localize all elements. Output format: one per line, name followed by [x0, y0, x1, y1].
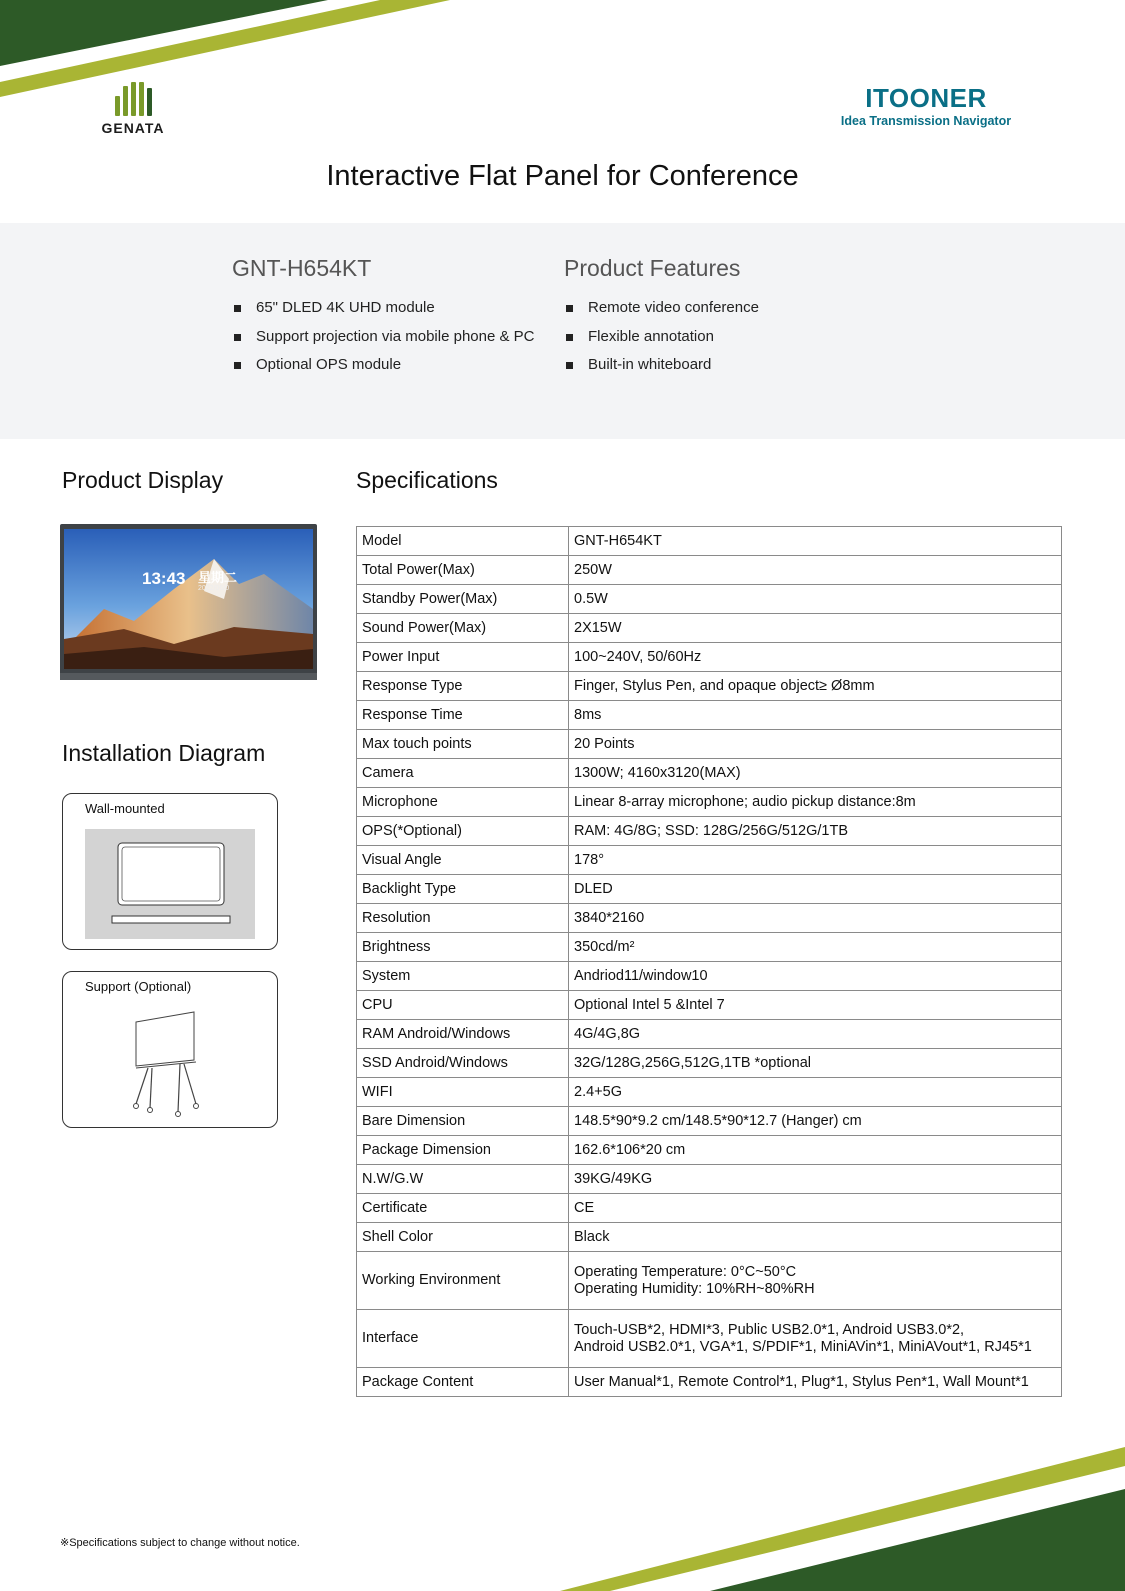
spec-key: Shell Color — [357, 1223, 569, 1252]
spec-key: Bare Dimension — [357, 1107, 569, 1136]
spec-key: Visual Angle — [357, 846, 569, 875]
spec-value — [569, 701, 1062, 730]
spec-value — [569, 527, 1062, 556]
spec-value-line: 1300W; 4160x3120(MAX) — [574, 764, 741, 781]
spec-value-line: GNT-H654KT — [574, 532, 662, 549]
spec-key: SSD Android/Windows — [357, 1049, 569, 1078]
model-list — [232, 294, 535, 380]
spec-value-line: Finger, Stylus Pen, and opaque object≥ Ø8mm — [574, 677, 875, 694]
spec-value — [569, 1252, 1062, 1310]
spec-row — [357, 962, 1062, 991]
spec-value — [569, 1049, 1062, 1078]
spec-value-line: 32G/128G,256G,512G,1TB *optional — [574, 1054, 811, 1071]
spec-key: N.W/G.W — [357, 1165, 569, 1194]
model-item: 65" DLED 4K UHD module — [232, 294, 535, 323]
wall-mounted-label: Wall-mounted — [85, 801, 165, 816]
spec-row — [357, 1020, 1062, 1049]
page-title: Interactive Flat Panel for Conference — [326, 160, 799, 192]
support-diagram — [62, 971, 278, 1128]
spec-row — [357, 817, 1062, 846]
spec-row — [357, 1223, 1062, 1252]
spec-key: OPS(*Optional) — [357, 817, 569, 846]
spec-key: Working Environment — [357, 1252, 569, 1310]
spec-value-line: 250W — [574, 561, 612, 578]
spec-value-line: 0.5W — [574, 590, 608, 607]
features-heading: Product Features — [564, 255, 741, 281]
spec-value — [569, 585, 1062, 614]
spec-row — [357, 701, 1062, 730]
spec-value — [569, 904, 1062, 933]
spec-value-line: 2.4+5G — [574, 1083, 622, 1100]
spec-key: Interface — [357, 1310, 569, 1368]
spec-row — [357, 1368, 1062, 1397]
features-list — [564, 294, 759, 380]
spec-row — [357, 527, 1062, 556]
spec-value-line: 148.5*90*9.2 cm/148.5*90*12.7 (Hanger) cm — [574, 1112, 862, 1129]
spec-value — [569, 730, 1062, 759]
spec-key: WIFI — [357, 1078, 569, 1107]
spec-value-line: Black — [574, 1228, 610, 1245]
spec-value — [569, 759, 1062, 788]
spec-value-line: Linear 8-array microphone; audio pickup distance:8m — [574, 793, 916, 810]
spec-value-line: 3840*2160 — [574, 909, 645, 926]
spec-value — [569, 1020, 1062, 1049]
spec-value-line: 162.6*106*20 cm — [574, 1141, 686, 1158]
genata-logo-mark — [88, 82, 178, 116]
specifications-table — [356, 526, 1062, 1397]
spec-key: Sound Power(Max) — [357, 614, 569, 643]
spec-row — [357, 1078, 1062, 1107]
spec-key: Brightness — [357, 933, 569, 962]
monitor-bottom-bezel — [60, 673, 317, 680]
spec-key: Max touch points — [357, 730, 569, 759]
spec-row — [357, 614, 1062, 643]
stand-illustration — [128, 1008, 208, 1120]
spec-value-line: 2X15W — [574, 619, 622, 636]
spec-row — [357, 1252, 1062, 1310]
spec-key: Response Time — [357, 701, 569, 730]
spec-value-line: Optional Intel 5 &Intel 7 — [574, 996, 725, 1013]
spec-value-line: Touch-USB*2, HDMI*3, Public USB2.0*1, Android USB3.0*2, — [574, 1321, 965, 1338]
itooner-logo-tagline: Idea Transmission Navigator — [840, 114, 1012, 128]
itooner-logo — [826, 84, 1026, 128]
spec-row — [357, 904, 1062, 933]
spec-key: Standby Power(Max) — [357, 585, 569, 614]
spec-value-line: Android USB2.0*1, VGA*1, S/PDIF*1, MiniAVin*1, MiniAVout*1, RJ45*1 — [574, 1338, 1032, 1355]
spec-value — [569, 1194, 1062, 1223]
spec-row — [357, 991, 1062, 1020]
spec-value — [569, 1107, 1062, 1136]
spec-value — [569, 1136, 1062, 1165]
spec-value-line: 20 Points — [574, 735, 635, 752]
spec-value-line: 350cd/m² — [574, 938, 635, 955]
spec-value — [569, 991, 1062, 1020]
spec-key: Microphone — [357, 788, 569, 817]
screen-date: 2022/06/0 — [198, 585, 230, 592]
spec-key: RAM Android/Windows — [357, 1020, 569, 1049]
itooner-logo-name: ITOONER — [865, 83, 987, 113]
spec-row — [357, 585, 1062, 614]
spec-key: Package Dimension — [357, 1136, 569, 1165]
screen-time: 13:43 — [142, 569, 186, 588]
spec-key: Backlight Type — [357, 875, 569, 904]
spec-value — [569, 556, 1062, 585]
spec-value-line: 178° — [574, 851, 604, 868]
feature-item: Flexible annotation — [564, 323, 759, 352]
wall-mounted-diagram — [62, 793, 278, 950]
spec-key: Resolution — [357, 904, 569, 933]
spec-value — [569, 875, 1062, 904]
features-block — [564, 255, 759, 380]
product-image — [60, 524, 317, 680]
spec-value — [569, 846, 1062, 875]
spec-value — [569, 817, 1062, 846]
product-display-heading: Product Display — [62, 467, 224, 493]
spec-row — [357, 672, 1062, 701]
spec-value — [569, 962, 1062, 991]
support-label: Support (Optional) — [85, 979, 192, 994]
mountain-wallpaper — [64, 529, 313, 669]
spec-value-line: 8ms — [574, 706, 602, 723]
spec-value-line: 39KG/49KG — [574, 1170, 653, 1187]
spec-row — [357, 933, 1062, 962]
spec-row — [357, 1194, 1062, 1223]
model-item: Support projection via mobile phone & PC — [232, 323, 535, 352]
spec-value — [569, 1368, 1062, 1397]
spec-key: Certificate — [357, 1194, 569, 1223]
spec-value-line: Operating Humidity: 10%RH~80%RH — [574, 1280, 815, 1297]
spec-row — [357, 1107, 1062, 1136]
model-heading: GNT-H654KT — [232, 255, 372, 281]
spec-value-line: DLED — [574, 880, 613, 897]
spec-row — [357, 846, 1062, 875]
wall-mount-illustration — [85, 829, 255, 939]
spec-row — [357, 556, 1062, 585]
spec-key: Package Content — [357, 1368, 569, 1397]
feature-item: Built-in whiteboard — [564, 351, 759, 380]
spec-value — [569, 1310, 1062, 1368]
spec-value-line: 100~240V, 50/60Hz — [574, 648, 702, 665]
spec-value — [569, 1165, 1062, 1194]
genata-logo — [88, 82, 178, 136]
spec-value — [569, 1223, 1062, 1252]
spec-key: Model — [357, 527, 569, 556]
spec-key: Power Input — [357, 643, 569, 672]
spec-value — [569, 1078, 1062, 1107]
model-block — [232, 255, 535, 380]
spec-row — [357, 1165, 1062, 1194]
installation-heading: Installation Diagram — [62, 740, 266, 766]
spec-value — [569, 672, 1062, 701]
specifications-heading: Specifications — [356, 467, 498, 493]
spec-value — [569, 643, 1062, 672]
spec-value-line: Operating Temperature: 0°C~50°C — [574, 1263, 797, 1280]
spec-row — [357, 643, 1062, 672]
spec-value — [569, 614, 1062, 643]
spec-row — [357, 875, 1062, 904]
spec-key: Response Type — [357, 672, 569, 701]
spec-value-line: 4G/4G,8G — [574, 1025, 641, 1042]
model-item: Optional OPS module — [232, 351, 535, 380]
spec-value — [569, 933, 1062, 962]
spec-value-line: User Manual*1, Remote Control*1, Plug*1, Stylus Pen*1, Wall Mount*1 — [574, 1373, 1029, 1390]
spec-row — [357, 759, 1062, 788]
genata-logo-name: GENATA — [101, 120, 165, 136]
spec-value-line: CE — [574, 1199, 595, 1216]
spec-key: Total Power(Max) — [357, 556, 569, 585]
overview-band — [0, 223, 1125, 439]
footnote: ※Specifications subject to change without notice. — [60, 1537, 300, 1549]
screen-day: 星期二 — [198, 570, 238, 585]
spec-value — [569, 788, 1062, 817]
spec-key: System — [357, 962, 569, 991]
spec-row — [357, 1310, 1062, 1368]
product-screen — [64, 529, 313, 669]
spec-value-line: Andriod11/window10 — [574, 967, 708, 984]
spec-row — [357, 730, 1062, 759]
spec-value-line: RAM: 4G/8G; SSD: 128G/256G/512G/1TB — [574, 822, 849, 839]
feature-item: Remote video conference — [564, 294, 759, 323]
spec-row — [357, 1049, 1062, 1078]
spec-key: Camera — [357, 759, 569, 788]
spec-row — [357, 1136, 1062, 1165]
spec-key: CPU — [357, 991, 569, 1020]
spec-row — [357, 788, 1062, 817]
